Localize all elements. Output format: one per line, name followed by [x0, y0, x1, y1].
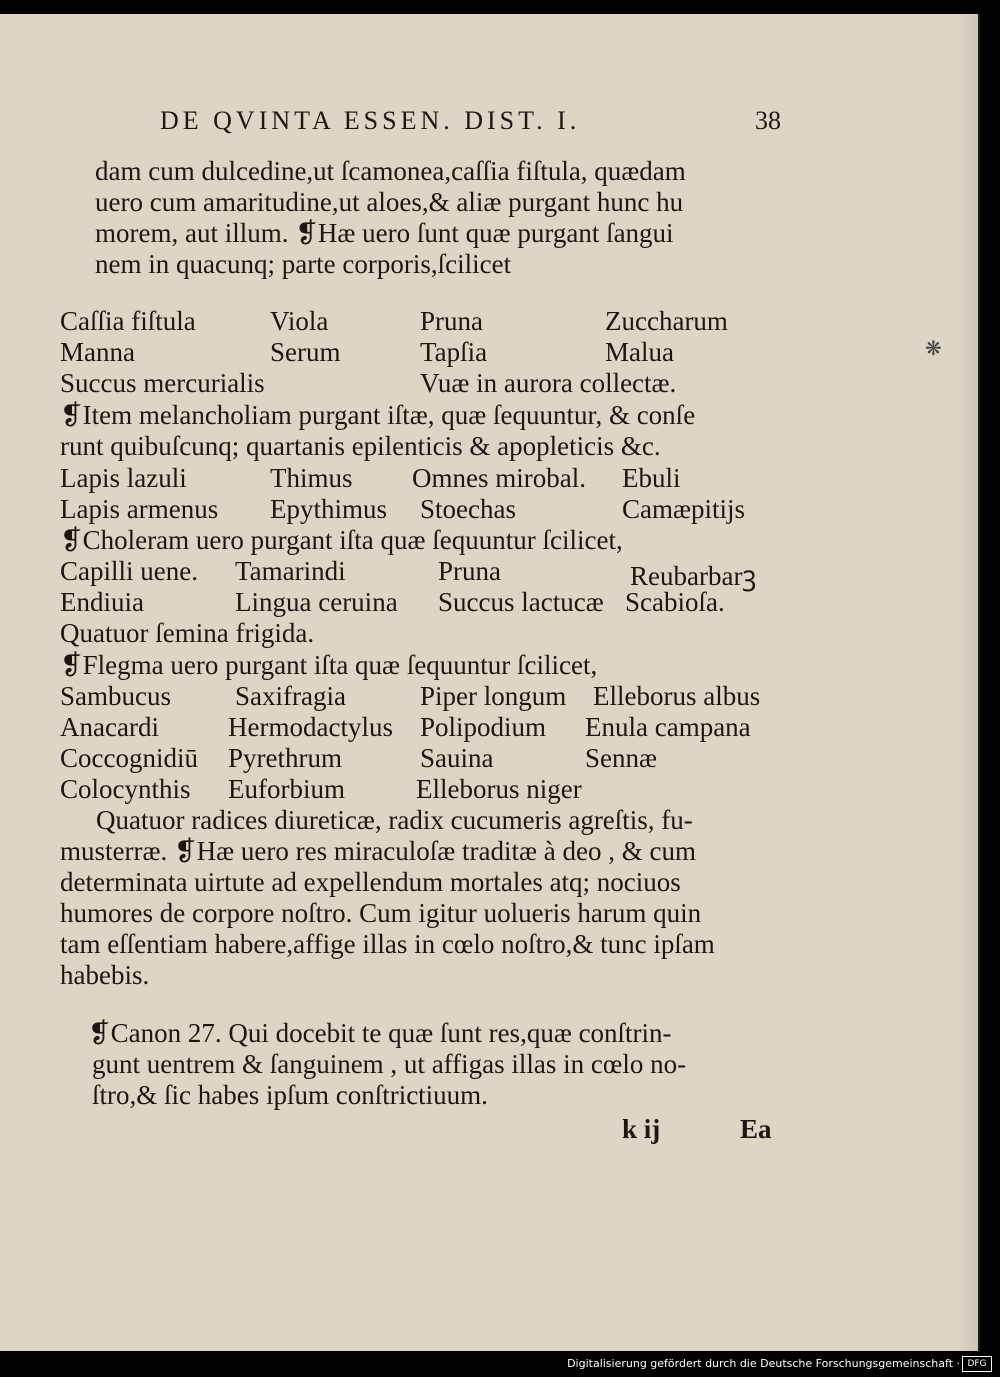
- herb-name: Euforbium: [228, 774, 345, 804]
- intro-line: uero cum amaritudine,ut aloes,& aliæ purgant hunc hu: [95, 187, 684, 217]
- intro-paragraph: [95, 156, 686, 280]
- closing-line: habebis.: [60, 960, 150, 990]
- closing-line: humores de corpore noſtro. Cum igitur uolueris harum quin: [60, 898, 702, 928]
- herb-name: Tapſia: [420, 337, 488, 367]
- herb-name: Lapis armenus: [60, 494, 219, 524]
- cholera-row: [60, 587, 790, 618]
- intro-line: dam cum dulcedine,ut ſcamonea,caſſia fiſtula, quædam: [95, 156, 686, 186]
- flegma-line: ❡Flegma uero purgant iſta quæ ſequuntur ſcilicet,: [60, 650, 598, 680]
- herb-name: Stoechas: [420, 494, 516, 524]
- herb-name: Elleborus albus: [593, 681, 761, 711]
- closing-line: tam eſſentiam habere,affige illas in cœlo noſtro,& tunc ipſam: [60, 929, 715, 959]
- herb-name: Serum: [270, 337, 341, 367]
- herb-name: Lingua ceruina: [235, 587, 398, 617]
- herb-name: Succus lactucæ: [438, 587, 604, 617]
- footer-credit: Digitalisierung gefördert durch die Deutsche Forschungsgemeinschaft ·: [567, 1357, 960, 1370]
- canon-line: gunt uentrem & ſanguinem , ut affigas illas in cœlo no-: [92, 1049, 687, 1079]
- herb-name: Manna: [60, 337, 135, 367]
- herb-name: Scabioſa.: [625, 587, 725, 617]
- herb-name: Sambucus: [60, 681, 171, 711]
- herb-name: Endiuia: [60, 587, 144, 617]
- folio-number: 38: [755, 106, 781, 135]
- herb-name: Anacardi: [60, 712, 159, 742]
- sanguis-row: [60, 306, 790, 337]
- digitization-footer: [0, 1351, 1000, 1377]
- melancholia-row: [60, 463, 790, 494]
- herb-name: Sauina: [420, 743, 494, 773]
- herb-name: Epythimus: [270, 494, 388, 524]
- herb-name: Tamarindi: [235, 556, 346, 586]
- herb-name: Polipodium: [420, 712, 547, 742]
- cholera-row: [60, 556, 790, 591]
- herb-name: Camæpitijs: [622, 494, 746, 524]
- closing-line: Quatuor radices diureticæ, radix cucumeris agreſtis, fu-: [96, 805, 693, 835]
- herb-name: Elleborus niger: [416, 774, 582, 804]
- melancholia-line: ❡Item melancholiam purgant iſtæ, quæ ſequuntur, & conſe: [60, 400, 696, 430]
- herb-name: Malua: [605, 337, 674, 367]
- herb-name: Reubarbarꝫ: [630, 561, 757, 591]
- closing-line: determinata uirtute ad expellendum mortales atq; nociuos: [60, 867, 681, 897]
- melancholia-row: [60, 494, 790, 525]
- flegma-row: [60, 774, 790, 805]
- herb-name: Pruna: [438, 556, 501, 586]
- herb-name: Pyrethrum: [228, 743, 342, 773]
- sanguis-row: [60, 368, 790, 399]
- herb-name: Pruna: [420, 306, 483, 336]
- running-title: DE QVINTA ESSEN. DIST. I.: [160, 106, 581, 135]
- flegma-row: [60, 743, 790, 774]
- herb-name: Lapis lazuli: [60, 463, 187, 493]
- herb-name: Thimus: [270, 463, 353, 493]
- book-page: [0, 14, 980, 1351]
- signature-mark: k ij: [622, 1114, 661, 1144]
- canon-line: ſtro,& ſic habes ipſum conſtrictiuum.: [92, 1080, 488, 1110]
- herb-name: Viola: [270, 306, 329, 336]
- ink-blot-icon: ❋: [925, 336, 942, 360]
- herb-name: Capilli uene.: [60, 556, 198, 586]
- melancholia-line: runt quibuſcunq; quartanis epilenticis & apopleticis &c.: [60, 431, 661, 461]
- herb-name: Sennæ: [585, 743, 658, 773]
- herb-name: Colocynthis: [60, 774, 191, 804]
- flegma-row: [60, 681, 790, 712]
- catchword: Ea: [740, 1114, 772, 1144]
- intro-line: morem, aut illum. ❡Hæ uero ſunt quæ purgant ſangui: [95, 218, 674, 248]
- dfg-logo-icon: DFG: [962, 1356, 992, 1372]
- herb-name: Piper longum: [420, 681, 567, 711]
- herb-name: Saxifragia: [235, 681, 346, 711]
- cholera-line: ❡Choleram uero purgant iſta quæ ſequuntur ſcilicet,: [60, 525, 623, 555]
- closing-paragraph: [60, 805, 715, 991]
- herb-name: Coccognidiū: [60, 743, 198, 773]
- herb-name: Hermodactylus: [228, 712, 393, 742]
- herb-name: Enula campana: [585, 712, 751, 742]
- sanguis-row: [60, 337, 790, 368]
- flegma-row: [60, 712, 790, 743]
- canon-paragraph: [88, 1018, 686, 1111]
- herb-name: Omnes mirobal.: [412, 463, 586, 493]
- intro-line: nem in quacunq; parte corporis,ſcilicet: [95, 249, 512, 279]
- closing-line: musterræ. ❡Hæ uero res miraculoſæ traditæ à deo , & cum: [60, 836, 696, 866]
- herb-name: Ebuli: [622, 463, 681, 493]
- herb-name: Vuæ in aurora collectæ.: [420, 368, 677, 398]
- herb-name: Zuccharum: [605, 306, 728, 336]
- herb-name: Succus mercurialis: [60, 368, 265, 398]
- cholera-last-line: Quatuor ſemina frigida.: [60, 618, 315, 648]
- canon-line: ❡Canon 27. Qui docebit te quæ ſunt res,quæ conſtrin-: [88, 1018, 672, 1048]
- herb-name: Caſſia fiſtula: [60, 306, 196, 336]
